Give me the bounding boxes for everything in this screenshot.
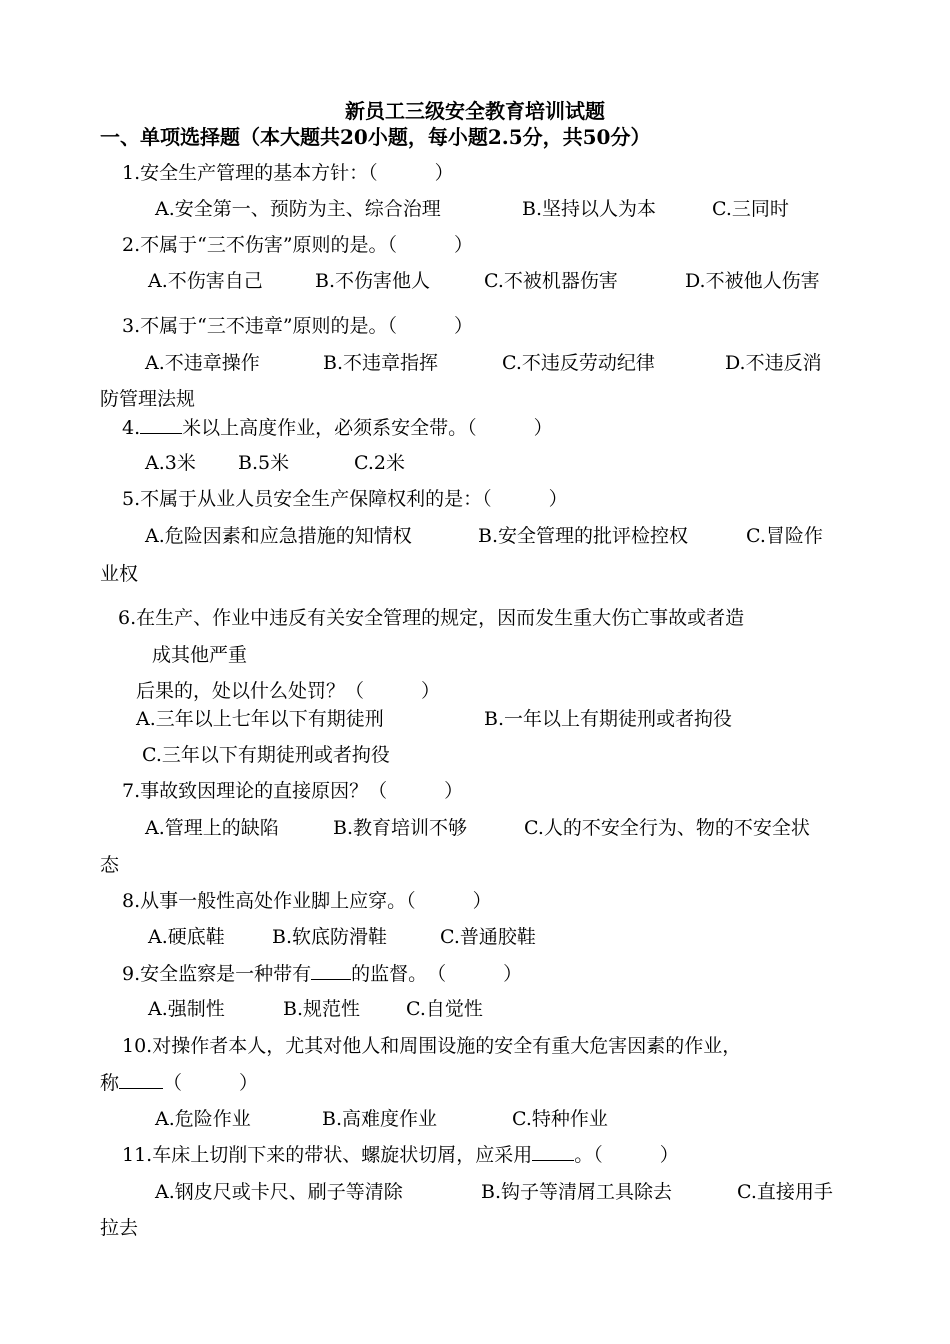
question-1-option-b: B.坚持以人为本 bbox=[522, 198, 657, 220]
page-title: 新员工三级安全教育培训试题 bbox=[345, 99, 605, 123]
question-6-stem-line3: 后果的，处以什么处罚？（ ） bbox=[136, 680, 441, 702]
question-2-option-d: D.不被他人伤害 bbox=[685, 270, 820, 292]
question-7-continuation: 态 bbox=[100, 854, 120, 876]
question-9-option-c: C.自觉性 bbox=[406, 998, 483, 1020]
question-7-stem: 7.事故致因理论的直接原因？（ ） bbox=[122, 780, 464, 802]
question-5-option-c: C.冒险作 bbox=[746, 525, 823, 547]
question-3-stem: 3.不属于“三不违章”原则的是。（ ） bbox=[122, 315, 474, 337]
question-9-option-a: A.强制性 bbox=[148, 998, 225, 1020]
question-10-stem: 10.对操作者本人，尤其对他人和周围设施的安全有重大危害因素的作业， bbox=[122, 1035, 742, 1057]
question-10-option-a: A.危险作业 bbox=[155, 1108, 251, 1130]
question-3-option-a: A.不违章操作 bbox=[145, 352, 260, 374]
question-1-option-a: A.安全第一、预防为主、综合治理 bbox=[155, 198, 441, 220]
question-10-option-c: C.特种作业 bbox=[512, 1108, 608, 1130]
question-9-stem bbox=[122, 961, 522, 986]
question-8-option-a: A.硬底鞋 bbox=[148, 926, 225, 948]
question-8-stem: 8.从事一般性高处作业脚上应穿。（ ） bbox=[122, 890, 492, 912]
question-11-stem bbox=[122, 1142, 679, 1167]
answer-blank bbox=[532, 1142, 574, 1161]
answer-blank bbox=[140, 415, 182, 434]
question-11-stem-text-end: 。（ ） bbox=[574, 1144, 679, 1166]
question-11-option-c: C.直接用手 bbox=[737, 1181, 833, 1203]
question-11-option-a: A.钢皮尺或卡尺、刷子等清除 bbox=[155, 1181, 403, 1203]
question-1-option-c: C.三同时 bbox=[712, 198, 789, 220]
question-3-option-d: D.不违反消 bbox=[725, 352, 822, 374]
question-6-option-b: B.一年以上有期徒刑或者拘役 bbox=[484, 708, 733, 730]
question-10-continuation bbox=[100, 1070, 258, 1095]
question-10-option-b: B.高难度作业 bbox=[322, 1108, 438, 1130]
question-11-continuation: 拉去 bbox=[100, 1217, 139, 1239]
question-1-stem: 1.安全生产管理的基本方针：（ ） bbox=[122, 162, 454, 184]
question-4-option-b: B.5米 bbox=[238, 452, 290, 474]
question-9-option-b: B.规范性 bbox=[283, 998, 361, 1020]
question-2-option-b: B.不伤害他人 bbox=[315, 270, 431, 292]
answer-blank bbox=[311, 961, 351, 980]
question-4-stem-text: 米以上高度作业，必须系安全带。（ ） bbox=[182, 417, 553, 439]
question-6-stem-line2: 成其他严重 bbox=[152, 644, 248, 666]
question-9-stem-text-end: 的监督。 （ ） bbox=[351, 963, 523, 985]
question-7-option-c: C.人的不安全行为、物的不安全状 bbox=[524, 817, 810, 839]
question-6-option-c: C.三年以下有期徒刑或者拘役 bbox=[142, 744, 390, 766]
question-6-option-a: A.三年以上七年以下有期徒刑 bbox=[136, 708, 384, 730]
question-9-stem-text: 9.安全监察是一种带有 bbox=[122, 963, 312, 985]
answer-blank bbox=[119, 1070, 163, 1089]
question-5-option-b: B.安全管理的批评检控权 bbox=[478, 525, 689, 547]
question-4-option-a: A.3米 bbox=[145, 452, 196, 474]
question-11-stem-text: 11.车床上切削下来的带状、螺旋状切屑，应采用 bbox=[122, 1144, 533, 1166]
question-6-stem: 6.在生产、作业中违反有关安全管理的规定，因而发生重大伤亡事故或者造 bbox=[118, 607, 745, 629]
question-7-option-b: B.教育培训不够 bbox=[333, 817, 468, 839]
section-heading: 一、单项选择题（本大题共20小题，每小题2.5分，共50分） bbox=[100, 125, 651, 149]
question-10-answer-paren: （ ） bbox=[163, 1072, 259, 1094]
question-5-stem: 5.不属于从业人员安全生产保障权利的是：（ ） bbox=[122, 488, 568, 510]
question-2-option-c: C.不被机器伤害 bbox=[484, 270, 618, 292]
question-3-option-b: B.不违章指挥 bbox=[323, 352, 439, 374]
question-4-option-c: C.2米 bbox=[354, 452, 405, 474]
question-2-stem: 2.不属于“三不伤害”原则的是。（ ） bbox=[122, 234, 474, 256]
question-3-continuation: 防管理法规 bbox=[100, 388, 196, 410]
question-11-option-b: B.钩子等清屑工具除去 bbox=[481, 1181, 673, 1203]
question-5-option-a: A.危险因素和应急措施的知情权 bbox=[145, 525, 412, 547]
question-2-option-a: A.不伤害自己 bbox=[148, 270, 263, 292]
question-5-continuation: 业权 bbox=[100, 563, 139, 585]
question-10-continuation-text: 称 bbox=[100, 1072, 120, 1094]
question-4-stem bbox=[122, 415, 553, 440]
question-7-option-a: A.管理上的缺陷 bbox=[145, 817, 279, 839]
question-8-option-b: B.软底防滑鞋 bbox=[272, 926, 388, 948]
question-4-number: 4. bbox=[122, 417, 141, 439]
question-3-option-c: C.不违反劳动纪律 bbox=[502, 352, 655, 374]
question-8-option-c: C.普通胶鞋 bbox=[440, 926, 536, 948]
